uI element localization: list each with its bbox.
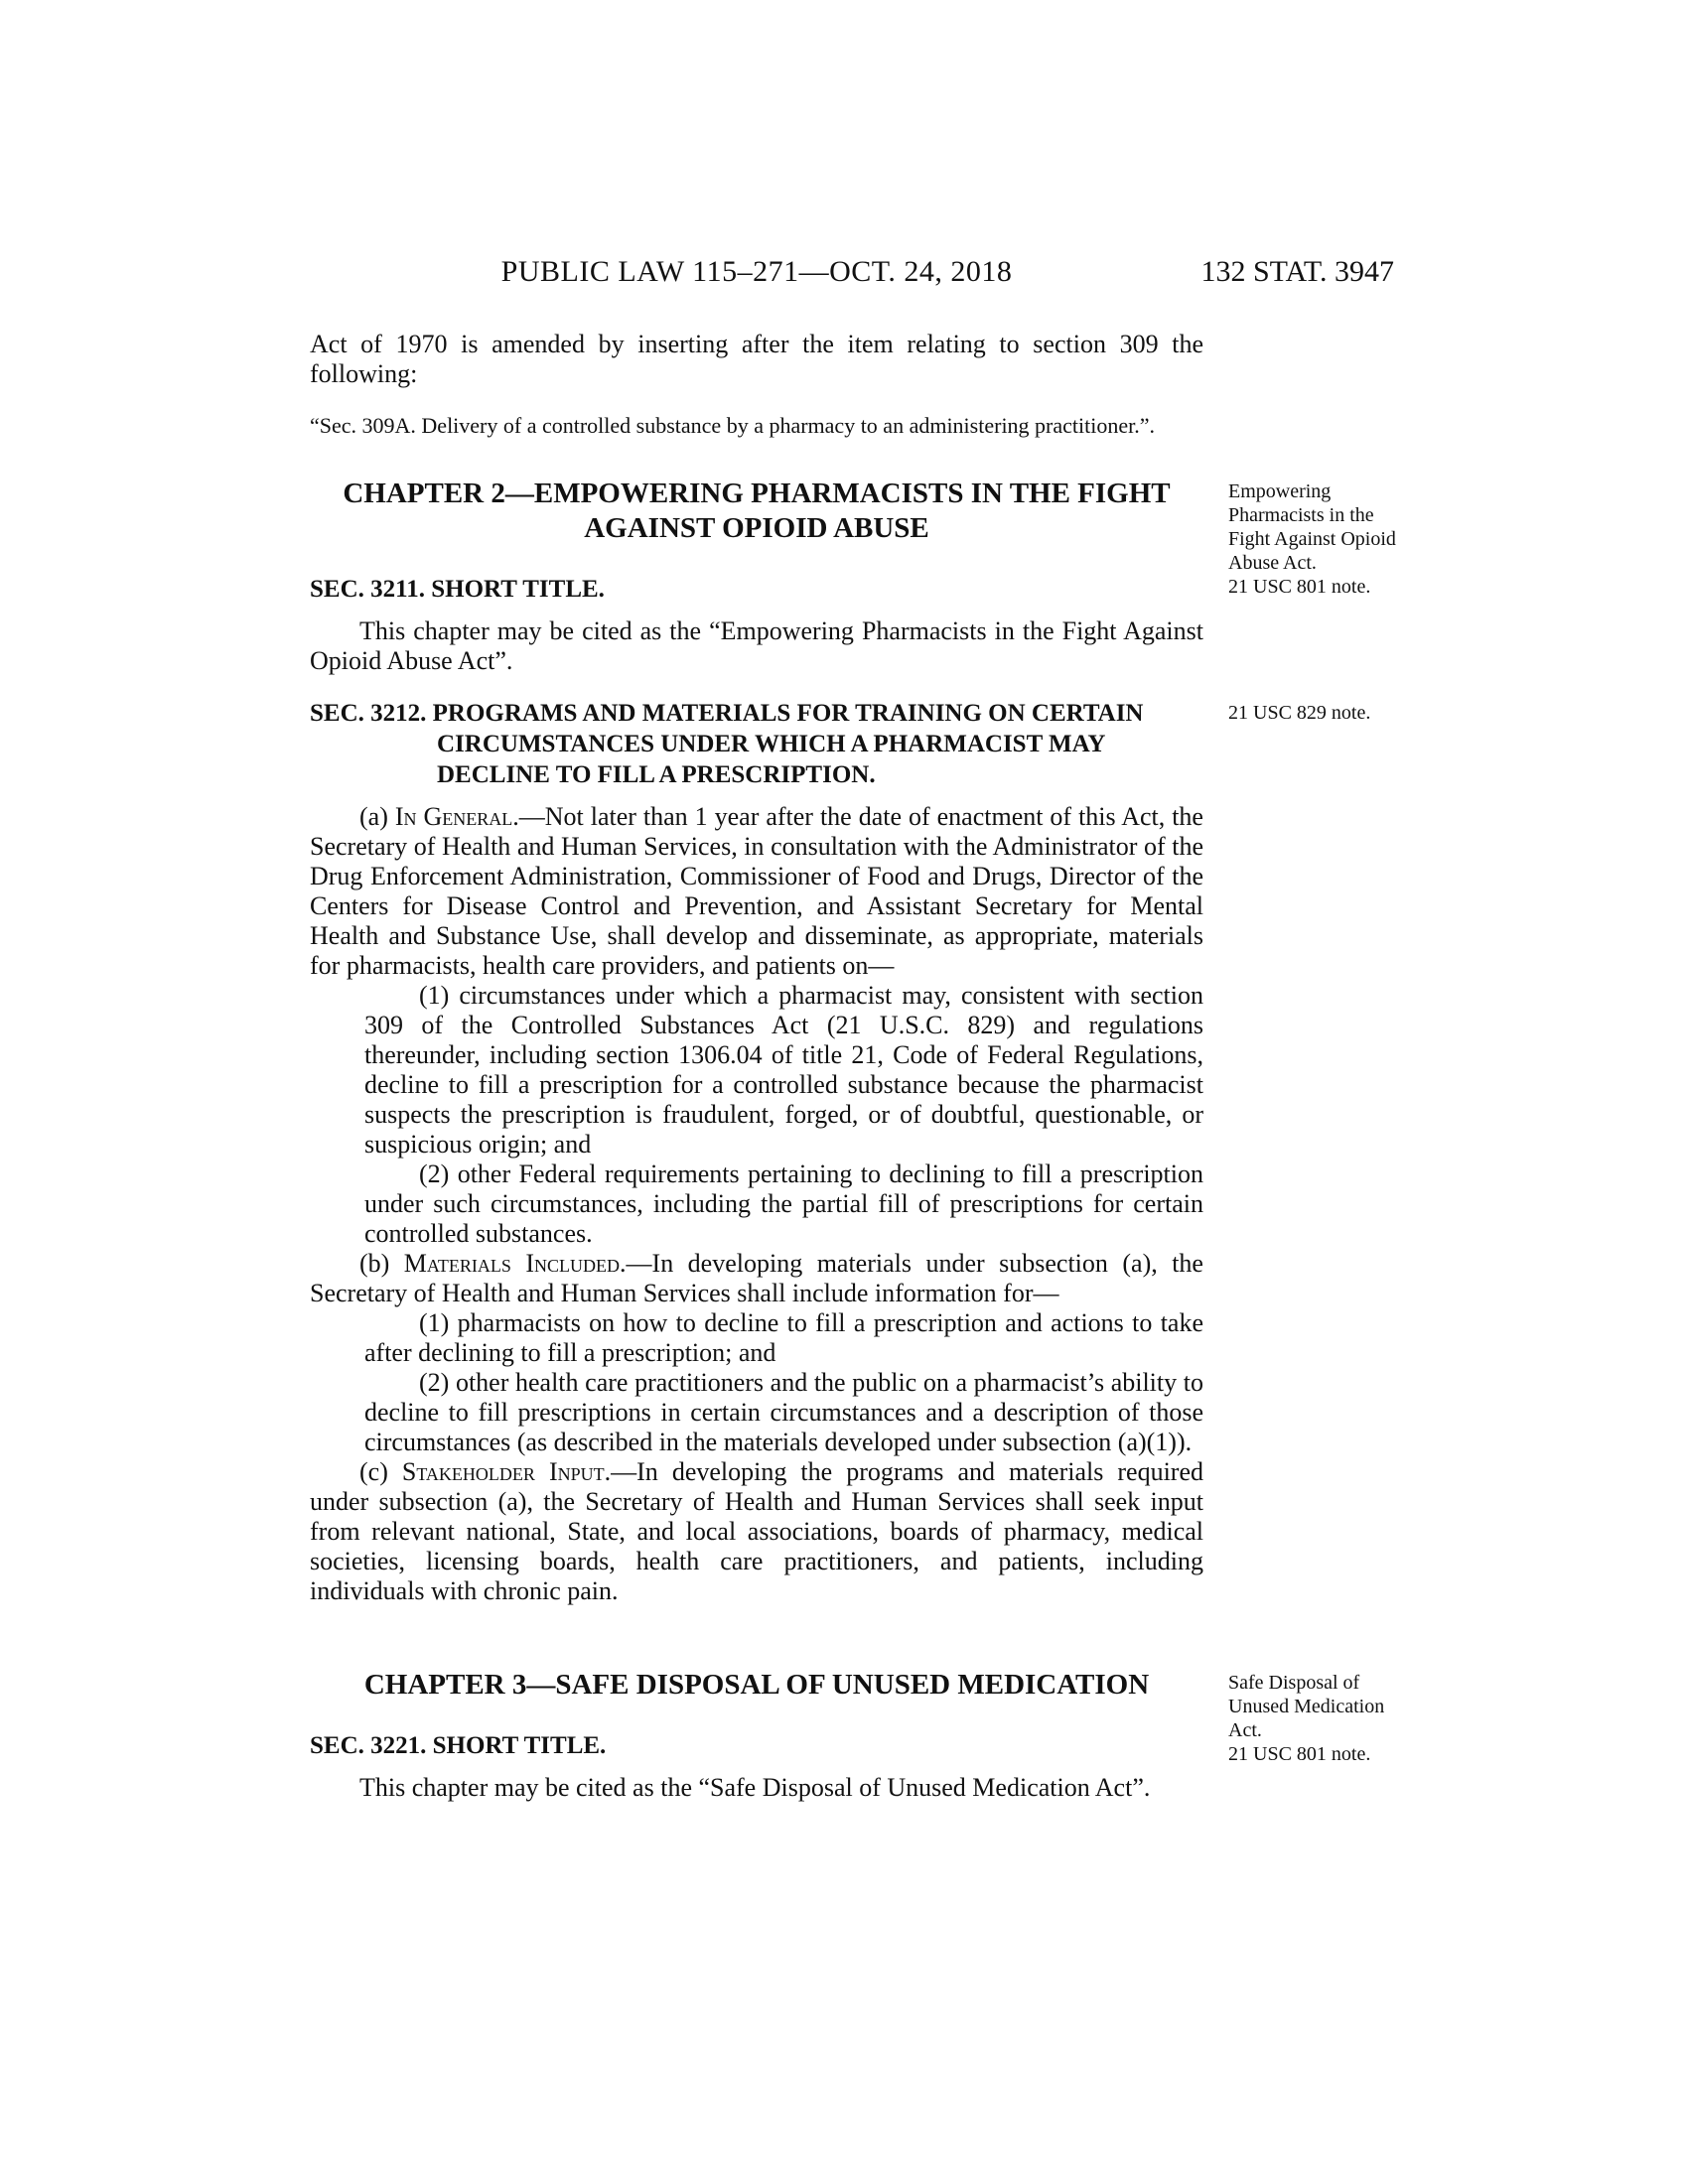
block-row [310,1160,1394,1249]
page-content [310,254,1394,1803]
paragraph [310,802,1203,981]
text-run: (1) pharmacists on how to decline to fill a prescription and actions to take after declining to fill a prescription; and [364,1308,1203,1367]
text-column [310,1668,1203,1703]
text-run: CHAPTER 2—EMPOWERING PHARMACISTS IN THE FIGHT AGAINST OPIOID ABUSE [343,478,1171,544]
text-column [310,1368,1203,1457]
text-column [310,413,1203,439]
margin-note-line: 21 USC 829 note. [1228,702,1371,724]
block-row [310,574,1394,605]
section-heading [310,574,1203,605]
block-row [310,1457,1394,1606]
text-run: SEC. 3221. SHORT TITLE. [310,1732,607,1759]
block-row [310,981,1394,1160]
text-run: Act of 1970 is amended by inserting after the item relating to section 309 the following: [310,330,1203,388]
text-run: “Sec. 309A. Delivery of a controlled substance by a pharmacy to an administering practitioner.”. [310,413,1155,438]
text-column [310,1160,1203,1249]
text-run: SEC. 3211. SHORT TITLE. [310,576,605,603]
text-column [310,1308,1203,1368]
margin-note-line: 21 USC 801 note. [1228,1743,1371,1765]
text-run: SEC. 3212. PROGRAMS AND MATERIALS FOR TRAINING ON CERTAIN CIRCUMSTANCES UNDER WHICH A PHARMACIST MAY DECLINE TO FILL A PRESCRIPTION. [310,700,1144,788]
statutes-at-large-number: 132 STAT. 3947 [1200,255,1394,288]
block-row [310,1368,1394,1457]
text-run: This chapter may be cited as the “Safe Disposal of Unused Medication Act”. [359,1773,1151,1802]
text-column [310,698,1203,790]
paragraph [310,1249,1203,1308]
margin-note-line: 21 USC 801 note. [1228,576,1371,598]
text-run: (2) other Federal requirements pertaining to declining to fill a prescription under such circumstances, including the partial fill of prescriptions for certain controlled substances. [364,1160,1203,1248]
text-column [310,574,1203,605]
block-row [310,802,1394,981]
paragraph [310,330,1203,389]
paragraph [310,616,1203,676]
block-row [310,1308,1394,1368]
text-run: .—In developing the programs and materials required under subsection (a), the Secretary of Health and Human Services shall seek input from relevant national, State, and local associations, boards of pharmacy, medical societies, licensing boards, health care practitioners, and patients, including individuals with chronic pain. [310,1457,1203,1605]
text-run: .—In developing materials under subsection (a), the Secretary of Health and Human Services shall include information for— [310,1249,1203,1307]
section-heading [310,1730,1203,1761]
paragraph [310,1457,1203,1606]
block-row [310,1730,1394,1761]
paragraph [310,1773,1203,1803]
text-run: (c) [359,1457,402,1486]
chapter-heading [310,477,1203,546]
document-blocks [310,330,1394,1803]
block-row [310,1773,1394,1803]
text-run: (a) [359,802,395,831]
text-run: (1) circumstances under which a pharmacist may, consistent with section 309 of the Controlled Substances Act (21 U.S.C. 829) and regulations thereunder, including section 1306.04 of title 21, Code of Federal Regulations, decline to fill a prescription for a controlled substance because the pharmacist suspects the prescription is fraudulent, forged, or of doubtful, questionable, or suspicious origin; and [364,981,1203,1159]
block-row [310,616,1394,676]
small-caps-label: Materials Included [403,1249,621,1278]
text-run: This chapter may be cited as the “Empowering Pharmacists in the Fight Against Opioid Abuse Act”. [310,616,1203,675]
text-column [310,330,1203,389]
block-row [310,413,1394,439]
text-column [310,477,1203,546]
block-row [310,698,1394,790]
text-column [310,1457,1203,1606]
quoted-amendment-text [310,413,1203,439]
public-law-header: PUBLIC LAW 115–271—OCT. 24, 2018 [500,255,1013,288]
margin-note [1228,701,1399,725]
text-run: CHAPTER 3—SAFE DISPOSAL OF UNUSED MEDICATION [363,1669,1150,1701]
running-header [310,254,1394,294]
paragraph [364,1308,1203,1368]
small-caps-label: In General [394,802,513,831]
text-column [310,802,1203,981]
section-heading [310,698,1203,790]
chapter-heading [310,1668,1203,1703]
text-run: .—Not later than 1 year after the date of enactment of this Act, the Secretary of Health and Human Services, in consultation with the Administrator of the Drug Enforcement Administration, Commissioner of Food and Drugs, Director of the Centers for Disease Control and Prevention, and Assistant Secretary for Mental Health and Substance Use, shall develop and disseminate, as appropriate, materials for pharmacists, health care providers, and patients on— [310,802,1203,980]
text-column [310,981,1203,1160]
paragraph [364,1160,1203,1249]
text-run: (2) other health care practitioners and the public on a pharmacist’s ability to decline to fill prescriptions in certain circumstances and a description of those circumstances (as described in the materials developed under subsection (a)(1)). [364,1368,1203,1456]
text-column [310,1249,1203,1308]
text-column [310,1773,1203,1803]
small-caps-label: Stakeholder Input [401,1457,605,1486]
paragraph [364,981,1203,1160]
margin-note-line: Empowering Pharmacists in the Fight Against Opioid Abuse Act. [1228,480,1396,574]
text-column [310,1730,1203,1761]
margin-note-line: Safe Disposal of Unused Medication Act. [1228,1672,1385,1741]
paragraph [364,1368,1203,1457]
text-column [310,616,1203,676]
block-row [310,330,1394,389]
text-run: (b) [359,1249,404,1278]
block-row [310,1249,1394,1308]
